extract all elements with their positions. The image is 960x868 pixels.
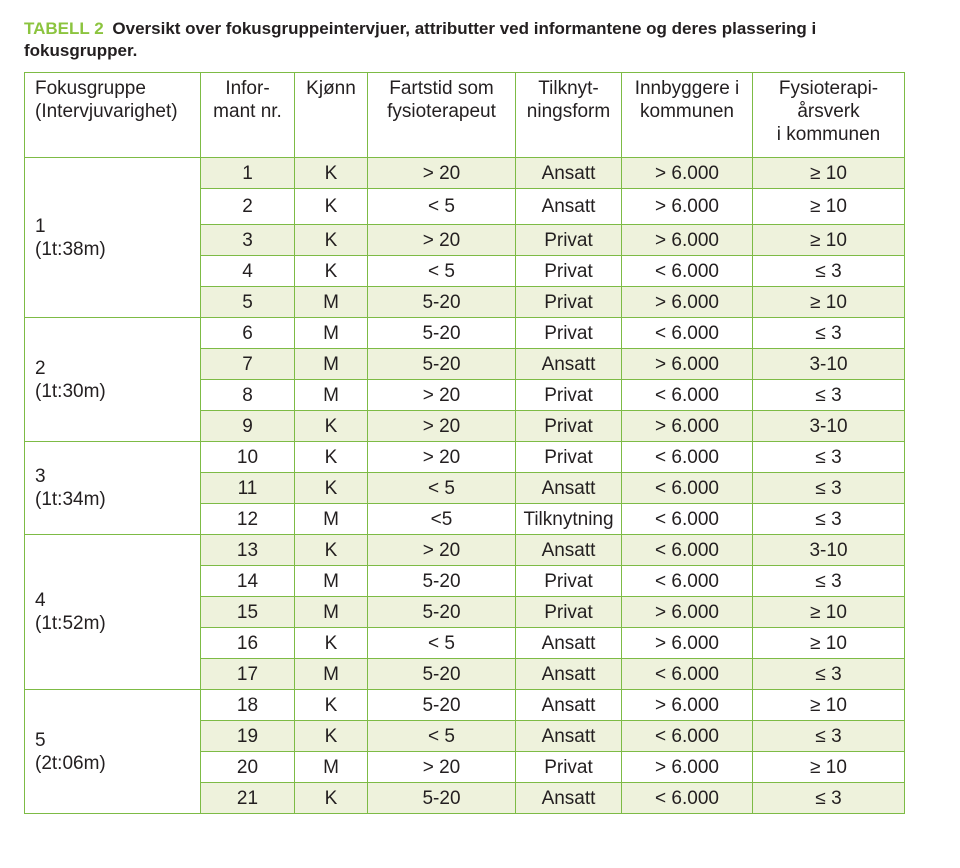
- table-caption: [24, 18, 904, 62]
- fartstid-cell: > 20: [368, 535, 516, 566]
- table-row: [25, 158, 905, 189]
- fartstid-cell: < 5: [368, 256, 516, 287]
- innbyggere-cell: > 6.000: [622, 349, 753, 380]
- table-row: [25, 318, 905, 349]
- innbyggere-cell: > 6.000: [622, 158, 753, 189]
- kjonn-cell: K: [295, 628, 368, 659]
- fysioterapiarsverk-cell: ≤ 3: [753, 721, 905, 752]
- group-number: 5: [35, 729, 46, 751]
- kjonn-cell: K: [295, 783, 368, 814]
- fartstid-cell: <5: [368, 504, 516, 535]
- fysioterapiarsverk-cell: 3-10: [753, 349, 905, 380]
- group-cell: [25, 535, 201, 690]
- innbyggere-cell: > 6.000: [622, 411, 753, 442]
- innbyggere-cell: > 6.000: [622, 225, 753, 256]
- tilknytningsform-cell: Privat: [516, 318, 622, 349]
- fysioterapiarsverk-cell: 3-10: [753, 535, 905, 566]
- informant-nr-cell: 18: [201, 690, 295, 721]
- fysioterapiarsverk-cell: ≥ 10: [753, 225, 905, 256]
- fysioterapiarsverk-cell: ≥ 10: [753, 752, 905, 783]
- table-body: [25, 158, 905, 814]
- header-row: [25, 73, 905, 158]
- tilknytningsform-cell: Privat: [516, 597, 622, 628]
- header-informant: Infor- mant nr.: [201, 73, 295, 158]
- kjonn-cell: K: [295, 535, 368, 566]
- innbyggere-cell: < 6.000: [622, 256, 753, 287]
- innbyggere-cell: < 6.000: [622, 659, 753, 690]
- tilknytningsform-cell: Ansatt: [516, 628, 622, 659]
- informant-nr-cell: 14: [201, 566, 295, 597]
- group-cell: [25, 442, 201, 535]
- tilknytningsform-cell: Privat: [516, 566, 622, 597]
- kjonn-cell: M: [295, 349, 368, 380]
- kjonn-cell: K: [295, 411, 368, 442]
- fartstid-cell: < 5: [368, 189, 516, 225]
- tilknytningsform-cell: Ansatt: [516, 473, 622, 504]
- fartstid-cell: 5-20: [368, 659, 516, 690]
- kjonn-cell: M: [295, 752, 368, 783]
- fysioterapiarsverk-cell: ≤ 3: [753, 783, 905, 814]
- fartstid-cell: > 20: [368, 442, 516, 473]
- fysioterapiarsverk-cell: ≥ 10: [753, 690, 905, 721]
- kjonn-cell: K: [295, 442, 368, 473]
- group-number: 2: [35, 357, 46, 379]
- fysioterapiarsverk-cell: ≥ 10: [753, 158, 905, 189]
- informant-nr-cell: 17: [201, 659, 295, 690]
- fartstid-cell: > 20: [368, 752, 516, 783]
- kjonn-cell: M: [295, 659, 368, 690]
- tilknytningsform-cell: Ansatt: [516, 783, 622, 814]
- informant-nr-cell: 20: [201, 752, 295, 783]
- innbyggere-cell: > 6.000: [622, 189, 753, 225]
- innbyggere-cell: < 6.000: [622, 504, 753, 535]
- fysioterapiarsverk-cell: ≤ 3: [753, 659, 905, 690]
- tilknytningsform-cell: Privat: [516, 225, 622, 256]
- innbyggere-cell: < 6.000: [622, 318, 753, 349]
- group-duration: (1t:38m): [35, 238, 106, 260]
- header-kjonn: Kjønn: [295, 73, 368, 158]
- informant-nr-cell: 4: [201, 256, 295, 287]
- kjonn-cell: K: [295, 256, 368, 287]
- kjonn-cell: M: [295, 318, 368, 349]
- innbyggere-cell: > 6.000: [622, 597, 753, 628]
- informant-nr-cell: 9: [201, 411, 295, 442]
- fartstid-cell: 5-20: [368, 690, 516, 721]
- fartstid-cell: < 5: [368, 628, 516, 659]
- informant-nr-cell: 2: [201, 189, 295, 225]
- fysioterapiarsverk-cell: ≥ 10: [753, 189, 905, 225]
- tilknytningsform-cell: Ansatt: [516, 535, 622, 566]
- informant-nr-cell: 19: [201, 721, 295, 752]
- group-duration: (1t:30m): [35, 380, 106, 402]
- caption-label: TABELL 2: [24, 19, 104, 38]
- fartstid-cell: > 20: [368, 380, 516, 411]
- fysioterapiarsverk-cell: 3-10: [753, 411, 905, 442]
- informant-nr-cell: 15: [201, 597, 295, 628]
- innbyggere-cell: < 6.000: [622, 535, 753, 566]
- fysioterapiarsverk-cell: ≤ 3: [753, 256, 905, 287]
- group-cell: [25, 318, 201, 442]
- kjonn-cell: M: [295, 597, 368, 628]
- fartstid-cell: 5-20: [368, 349, 516, 380]
- header-fartstid: Fartstid som fysioterapeut: [368, 73, 516, 158]
- group-number: 3: [35, 466, 46, 487]
- innbyggere-cell: < 6.000: [622, 473, 753, 504]
- innbyggere-cell: < 6.000: [622, 442, 753, 473]
- innbyggere-cell: < 6.000: [622, 721, 753, 752]
- header-tilknytningsform: Tilknyt- ningsform: [516, 73, 622, 158]
- group-cell: [25, 690, 201, 814]
- fysioterapiarsverk-cell: ≥ 10: [753, 597, 905, 628]
- fartstid-cell: < 5: [368, 721, 516, 752]
- informant-nr-cell: 1: [201, 158, 295, 189]
- tilknytningsform-cell: Privat: [516, 411, 622, 442]
- kjonn-cell: K: [295, 473, 368, 504]
- kjonn-cell: M: [295, 566, 368, 597]
- caption-text: Oversikt over fokusgruppeintervjuer, attributter ved informantene og deres plassering i fokusgrupper.: [24, 19, 817, 60]
- fysioterapiarsverk-cell: ≥ 10: [753, 628, 905, 659]
- header-fokusgruppe: Fokusgruppe (Intervjuvarighet): [25, 73, 201, 158]
- kjonn-cell: K: [295, 225, 368, 256]
- informant-nr-cell: 12: [201, 504, 295, 535]
- fysioterapiarsverk-cell: ≤ 3: [753, 504, 905, 535]
- innbyggere-cell: > 6.000: [622, 628, 753, 659]
- fartstid-cell: 5-20: [368, 597, 516, 628]
- kjonn-cell: K: [295, 189, 368, 225]
- informant-nr-cell: 6: [201, 318, 295, 349]
- innbyggere-cell: > 6.000: [622, 287, 753, 318]
- fartstid-cell: > 20: [368, 411, 516, 442]
- innbyggere-cell: < 6.000: [622, 566, 753, 597]
- fartstid-cell: < 5: [368, 473, 516, 504]
- innbyggere-cell: > 6.000: [622, 752, 753, 783]
- table-row: [25, 442, 905, 473]
- informant-nr-cell: 13: [201, 535, 295, 566]
- informant-nr-cell: 16: [201, 628, 295, 659]
- fysioterapiarsverk-cell: ≤ 3: [753, 473, 905, 504]
- fartstid-cell: > 20: [368, 225, 516, 256]
- innbyggere-cell: < 6.000: [622, 783, 753, 814]
- tilknytningsform-cell: Ansatt: [516, 659, 622, 690]
- focus-group-table: [24, 72, 905, 814]
- table-row: [25, 535, 905, 566]
- informant-nr-cell: 8: [201, 380, 295, 411]
- kjonn-cell: M: [295, 380, 368, 411]
- fysioterapiarsverk-cell: ≤ 3: [753, 442, 905, 473]
- fysioterapiarsverk-cell: ≤ 3: [753, 566, 905, 597]
- informant-nr-cell: 7: [201, 349, 295, 380]
- fysioterapiarsverk-cell: ≤ 3: [753, 380, 905, 411]
- group-number: 4: [35, 590, 46, 611]
- tilknytningsform-cell: Ansatt: [516, 189, 622, 225]
- innbyggere-cell: > 6.000: [622, 690, 753, 721]
- tilknytningsform-cell: Privat: [516, 442, 622, 473]
- group-duration: (1t:52m): [35, 613, 106, 634]
- group-cell: [25, 158, 201, 318]
- fartstid-cell: > 20: [368, 158, 516, 189]
- informant-nr-cell: 5: [201, 287, 295, 318]
- tilknytningsform-cell: Ansatt: [516, 349, 622, 380]
- fartstid-cell: 5-20: [368, 287, 516, 318]
- group-number: 1: [35, 215, 46, 237]
- tilknytningsform-cell: Ansatt: [516, 690, 622, 721]
- fartstid-cell: 5-20: [368, 566, 516, 597]
- informant-nr-cell: 11: [201, 473, 295, 504]
- informant-nr-cell: 3: [201, 225, 295, 256]
- kjonn-cell: M: [295, 287, 368, 318]
- group-duration: (1t:34m): [35, 489, 106, 510]
- tilknytningsform-cell: Privat: [516, 380, 622, 411]
- fysioterapiarsverk-cell: ≤ 3: [753, 318, 905, 349]
- fartstid-cell: 5-20: [368, 783, 516, 814]
- fartstid-cell: 5-20: [368, 318, 516, 349]
- table-row: [25, 690, 905, 721]
- tilknytningsform-cell: Tilknytning: [516, 504, 622, 535]
- kjonn-cell: M: [295, 504, 368, 535]
- fysioterapiarsverk-cell: ≥ 10: [753, 287, 905, 318]
- informant-nr-cell: 10: [201, 442, 295, 473]
- kjonn-cell: K: [295, 690, 368, 721]
- kjonn-cell: K: [295, 721, 368, 752]
- group-duration: (2t:06m): [35, 752, 106, 774]
- header-innbyggere: Innbyggere i kommunen: [622, 73, 753, 158]
- tilknytningsform-cell: Ansatt: [516, 158, 622, 189]
- tilknytningsform-cell: Privat: [516, 287, 622, 318]
- kjonn-cell: K: [295, 158, 368, 189]
- informant-nr-cell: 21: [201, 783, 295, 814]
- tilknytningsform-cell: Privat: [516, 752, 622, 783]
- tilknytningsform-cell: Privat: [516, 256, 622, 287]
- innbyggere-cell: < 6.000: [622, 380, 753, 411]
- header-fysioterapiarsverk: Fysioterapi- årsverk i kommunen: [753, 73, 905, 158]
- tilknytningsform-cell: Ansatt: [516, 721, 622, 752]
